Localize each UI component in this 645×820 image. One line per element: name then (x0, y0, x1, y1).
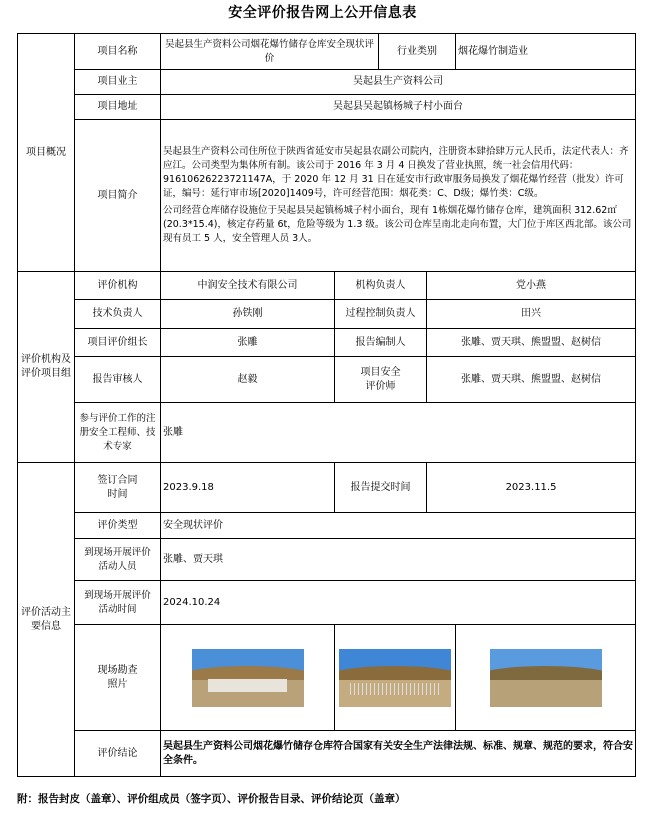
address-value: 吴起县吴起镇杨城子村小面台 (161, 95, 636, 120)
site-photo-cell-3 (456, 625, 636, 731)
contract-time-label (75, 463, 161, 513)
project-name-label: 项目名称 (75, 34, 161, 70)
intro-paragraph-2: 公司经营仓库储存设施位于吴起县吴起镇杨城子村小面台，现有 1栋烟花爆竹储存仓库，建筑面积 312.62㎡(20.3*15.4)，核定存药量 6t，危险等级为 1.3 级。该公司仓库呈南北走向布置，大门位于库区西北部。该公司现有员工 5 人，安全管理人员 3人。 (163, 205, 632, 244)
engineer-value: 张雕 (161, 403, 636, 463)
engineer-label: 参与评价工作的注册安全工程师、技术专家 (75, 403, 161, 463)
owner-value: 吴起县生产资料公司 (161, 70, 636, 95)
intro-value (161, 120, 636, 272)
contract-time-label-line2: 时间 (107, 488, 128, 500)
contract-time-value: 2023.9.18 (161, 463, 335, 513)
process-head-label: 过程控制负责人 (335, 300, 427, 329)
agency-head-value: 党小燕 (427, 272, 636, 300)
reviewer-value: 赵毅 (161, 357, 335, 403)
site-photo-cell-2 (335, 625, 456, 731)
agency-head-label: 机构负责人 (335, 272, 427, 300)
footnote: 附：报告封皮（盖章）、评价组成员（签字页）、评价报告目录、评价结论页（盖章） (17, 793, 406, 805)
onsite-staff-label-line2: 活动人员 (98, 560, 137, 572)
assessor-label (335, 357, 427, 403)
writer-value: 张雕、贾天琪、熊盟盟、赵树信 (427, 329, 636, 357)
industry-label: 行业类别 (379, 34, 456, 70)
site-photo-2 (339, 649, 451, 707)
agency-label: 评价机构 (75, 272, 161, 300)
conclusion-label: 评价结论 (75, 731, 161, 777)
info-table (17, 33, 636, 777)
site-photos-label (75, 625, 161, 731)
site-photo-3 (490, 649, 602, 707)
agency-value: 中润安全技术有限公司 (161, 272, 335, 300)
writer-label: 报告编制人 (335, 329, 427, 357)
onsite-time-value: 2024.10.24 (161, 581, 636, 625)
contract-time-label-line1: 签订合同 (97, 474, 138, 486)
assessor-label-line1: 项目安全 (360, 366, 401, 378)
onsite-time-label (75, 581, 161, 625)
conclusion-value: 吴起县生产资料公司烟花爆竹储存仓库符合国家有关安全生产法律法规、标准、规章、规范的要求，符合安全条件。 (161, 731, 636, 777)
tech-head-value: 孙铁刚 (161, 300, 335, 329)
eval-type-value: 安全现状评价 (161, 513, 636, 539)
section-org: 评价机构及评价项目组 (18, 272, 75, 463)
industry-value: 烟花爆竹制造业 (456, 34, 636, 70)
site-photo-1 (192, 649, 304, 707)
leader-value: 张雕 (161, 329, 335, 357)
submit-time-value: 2023.11.5 (427, 463, 636, 513)
intro-label: 项目简介 (75, 120, 161, 272)
reviewer-label: 报告审核人 (75, 357, 161, 403)
site-photo-cell-1 (161, 625, 335, 731)
leader-label: 项目评价组长 (75, 329, 161, 357)
onsite-time-label-line1: 到现场开展评价 (84, 589, 151, 601)
submit-time-label: 报告提交时间 (335, 463, 427, 513)
onsite-time-label-line2: 活动时间 (98, 603, 137, 615)
process-head-value: 田兴 (427, 300, 636, 329)
site-photos-label-line2: 照片 (107, 678, 128, 690)
project-name-value: 吴起县生产资料公司烟花爆竹储存仓库安全现状评价 (161, 34, 379, 70)
section-activity: 评价活动主要信息 (18, 463, 75, 777)
page-title: 安全评价报告网上公开信息表 (228, 5, 417, 21)
assessor-label-line2: 评价师 (365, 380, 396, 392)
onsite-staff-value: 张雕、贾天琪 (161, 539, 636, 581)
intro-paragraph-1: 吴起县生产资料公司住所位于陕西省延安市吴起县农副公司院内，注册资本肆拾肆万元人民币，法定代表人：齐应江。公司类型为集体所有制。该公司于 2016 年 3 月 4 日换发了营业执照，统一社会信用代码：91610626223721147A，于 2020 年 12 月 31 日在延安市行政审服务局换发了烟花爆竹经营（批发）许可证，编号：延行审市场[2020]1409号，许可经营范围：烟花类：C、D级；爆竹类：C级。 (163, 146, 629, 199)
site-photos-label-line1: 现场勘查 (97, 664, 138, 676)
assessor-value: 张雕、贾天琪、熊盟盟、赵树信 (427, 357, 636, 403)
address-label: 项目地址 (75, 95, 161, 120)
tech-head-label: 技术负责人 (75, 300, 161, 329)
section-overview: 项目概况 (18, 34, 75, 272)
onsite-staff-label (75, 539, 161, 581)
eval-type-label: 评价类型 (75, 513, 161, 539)
onsite-staff-label-line1: 到现场开展评价 (84, 546, 151, 558)
owner-label: 项目业主 (75, 70, 161, 95)
